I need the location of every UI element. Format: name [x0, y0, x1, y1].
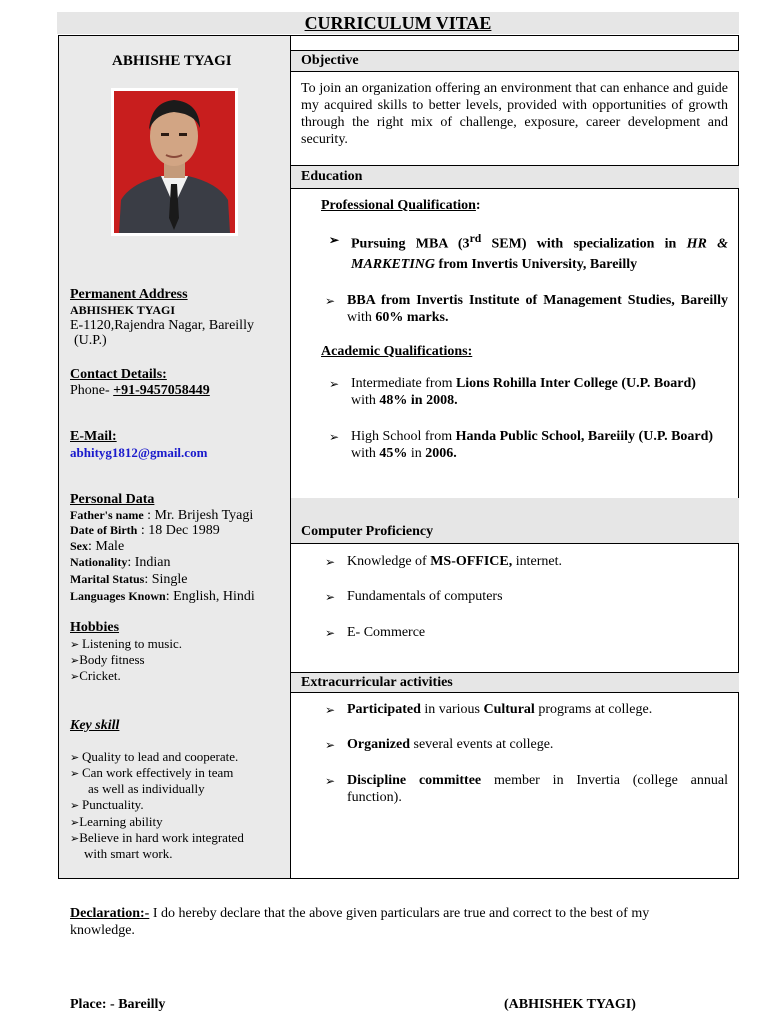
place: Place: - Bareilly [70, 997, 166, 1012]
personal-data-separator: : [165, 589, 174, 604]
academic-heading: Academic Qualifications: [321, 344, 473, 359]
intermediate-item: Intermediate from Lions Rohilla Inter College (U.P. Board) with 48% in 2008. [351, 376, 696, 408]
skill-item-continued: with smart work. [84, 846, 173, 861]
highschool-item: High School from Handa Public School, Bareiily (U.P. Board) with 45% in 2006. [351, 429, 714, 461]
activity-item: Participated in various Cultural programs at college. [347, 702, 653, 717]
arrow-icon: ➢ [70, 768, 82, 780]
personal-data-label: Father's name [70, 508, 144, 522]
activity-item: Discipline committee member in Invertia (college annual function). [347, 773, 728, 805]
arrow-icon: ➢ [70, 639, 82, 651]
personal-data-value: English, Hindi [173, 589, 255, 604]
personal-data-row [70, 538, 124, 555]
personal-data-row [70, 571, 188, 588]
contact-heading: Contact Details: [70, 367, 167, 382]
personal-data-label: Sex [70, 539, 88, 553]
activity-item: Organized several events at college. [347, 737, 554, 752]
computer-item: E- Commerce [347, 625, 426, 640]
phone-label: Phone- [70, 383, 114, 398]
skill-item: ➢ Quality to lead and cooperate. [70, 749, 239, 764]
personal-heading: Personal Data [70, 492, 155, 507]
education-heading: Education [291, 165, 739, 189]
personal-data-separator: : [144, 572, 152, 587]
professional-heading: Professional Qualification: [321, 198, 481, 213]
mba-item: Pursuing MBA (3rd SEM) with specialization in HR & MARKETING from Invertis University, Bareilly [351, 232, 728, 272]
personal-data-separator: : [127, 555, 135, 570]
personal-data-value: Male [95, 539, 125, 554]
bba-item: BBA from Invertis Institute of Management Studies, Bareilly with 60% marks. [347, 293, 728, 325]
personal-data-separator: : [88, 539, 96, 554]
hobby-item: ➢ Listening to music. [70, 636, 182, 651]
phone-number[interactable]: +91-9457058449 [113, 383, 210, 398]
personal-data-value: 18 Dec 1989 [148, 523, 220, 538]
arrow-icon: ➢ [70, 752, 82, 764]
skill-item: ➢ Punctuality. [70, 797, 144, 812]
computer-heading: Computer Proficiency [291, 521, 739, 544]
skill-item: ➢ Can work effectively in team [70, 765, 234, 780]
personal-data-label: Nationality [70, 555, 128, 569]
page-title: CURRICULUM VITAE [57, 12, 739, 34]
phone-line [70, 382, 210, 399]
address-line-1: ABHISHEK TYAGI [70, 303, 176, 317]
address-line-2: E-1120,Rajendra Nagar, Bareilly [70, 318, 254, 333]
personal-data-label: Date of Birth [70, 523, 138, 537]
skill-item: ➢Learning ability [70, 814, 163, 829]
computer-item: Fundamentals of computers [347, 589, 503, 604]
skill-item-continued: as well as individually [88, 781, 205, 796]
profile-photo [111, 88, 238, 236]
personal-data-separator: : [137, 523, 149, 538]
personal-data-row [70, 554, 171, 571]
arrow-icon: ➢ [70, 655, 80, 667]
email-link[interactable]: abhityg1812@gmail.com [70, 445, 208, 460]
arrow-icon: ➢ [70, 833, 80, 845]
personal-data-row [70, 522, 220, 539]
declaration: Declaration:- I do hereby declare that the above given particulars are true and correct to the best of my knowledge. [70, 906, 650, 938]
hobbies-heading: Hobbies [70, 620, 120, 635]
computer-item: Knowledge of MS-OFFICE, internet. [347, 554, 563, 569]
objective-heading: Objective [291, 50, 739, 72]
personal-data-value: Single [151, 572, 188, 587]
personal-data-separator: : [143, 508, 155, 523]
skill-item: ➢Believe in hard work integrated [70, 830, 244, 845]
extracurricular-heading: Extracurricular activities [291, 672, 739, 693]
personal-data-value: Indian [134, 555, 171, 570]
spacer-band [291, 498, 739, 522]
personal-data-label: Marital Status [70, 572, 145, 586]
address-line-3: (U.P.) [74, 333, 107, 348]
address-heading: Permanent Address [70, 287, 188, 302]
arrow-icon: ➢ [70, 817, 80, 829]
key-skill-heading: Key skill [70, 718, 120, 733]
personal-data-row [70, 588, 255, 605]
hobby-item: ➢Body fitness [70, 652, 145, 667]
personal-data-value: Mr. Brijesh Tyagi [154, 508, 254, 523]
arrow-icon: ➢ [70, 671, 80, 683]
arrow-icon: ➢ [70, 800, 82, 812]
objective-text: To join an organization offering an environment that can enhance and guide my acquired skills to better levels, provided with opportunities of growth through the right mix of challenge, exposure, career development and security. [301, 81, 728, 147]
signature-name: (ABHISHEK TYAGI) [504, 997, 636, 1012]
email-heading: E-Mail: [70, 429, 117, 444]
personal-data-label: Languages Known [70, 589, 166, 603]
candidate-name: ABHISHE TYAGI [112, 53, 232, 69]
hobby-item: ➢Cricket. [70, 668, 121, 683]
